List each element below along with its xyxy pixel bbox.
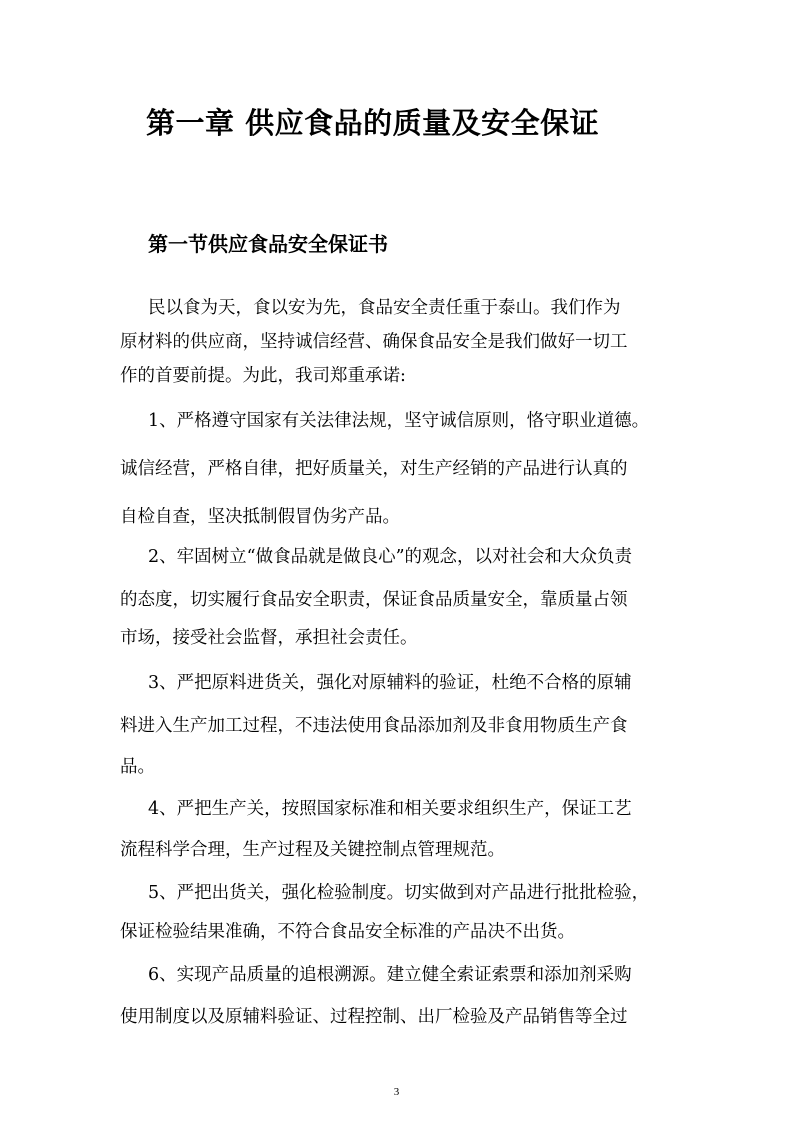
paragraph-line: 5、严把出货关，强化检验制度。切实做到对产品进行批批检验， [148, 883, 650, 903]
paragraph-line: 民以食为天，食以安为先，食品安全责任重于泰山。我们作为 [148, 298, 621, 318]
paragraph-line: 使用制度以及原辅料验证、过程控制、出厂检验及产品销售等全过 [120, 1007, 628, 1027]
paragraph-line: 流程科学合理，生产过程及关键控制点管理规范。 [120, 840, 505, 860]
paragraph-line: 2、牢固树立“做食品就是做良心”的观念，以对社会和大众负责 [148, 547, 633, 567]
paragraph-line: 品。 [120, 757, 155, 777]
paragraph-line: 诚信经营，严格自律，把好质量关，对生产经销的产品进行认真的 [120, 459, 628, 479]
paragraph-line: 保证检验结果准确，不符合食品安全标准的产品决不出货。 [120, 922, 575, 942]
paragraph-line: 6、实现产品质量的追根溯源。建立健全索证索票和添加剂采购 [148, 965, 632, 985]
paragraph-line: 自检自查，坚决抵制假冒伪劣产品。 [120, 507, 400, 527]
paragraph-line: 原材料的供应商，坚持诚信经营、确保食品安全是我们做好一切工 [120, 332, 628, 352]
chapter-title: 第一章 供应食品的质量及安全保证 [146, 106, 600, 140]
paragraph-line: 4、严把生产关，按照国家标准和相关要求组织生产，保证工艺 [148, 799, 632, 819]
page-number: 3 [393, 1086, 400, 1098]
paragraph-line: 1、严格遵守国家有关法律法规，坚守诚信原则，恪守职业道德。 [148, 411, 650, 431]
paragraph-line: 3、严把原料进货关，强化对原辅料的验证，杜绝不合格的原辅 [148, 673, 632, 693]
paragraph-line: 作的首要前提。为此，我司郑重承诺: [120, 366, 406, 386]
section-title: 第一节供应食品安全保证书 [148, 232, 388, 256]
paragraph-line: 的态度，切实履行食品安全职责，保证食品质量安全，靠质量占领 [120, 590, 628, 610]
paragraph-line: 市场，接受社会监督，承担社会责任。 [120, 628, 418, 648]
paragraph-line: 料进入生产加工过程，不违法使用食品添加剂及非食用物质生产食 [120, 716, 628, 736]
